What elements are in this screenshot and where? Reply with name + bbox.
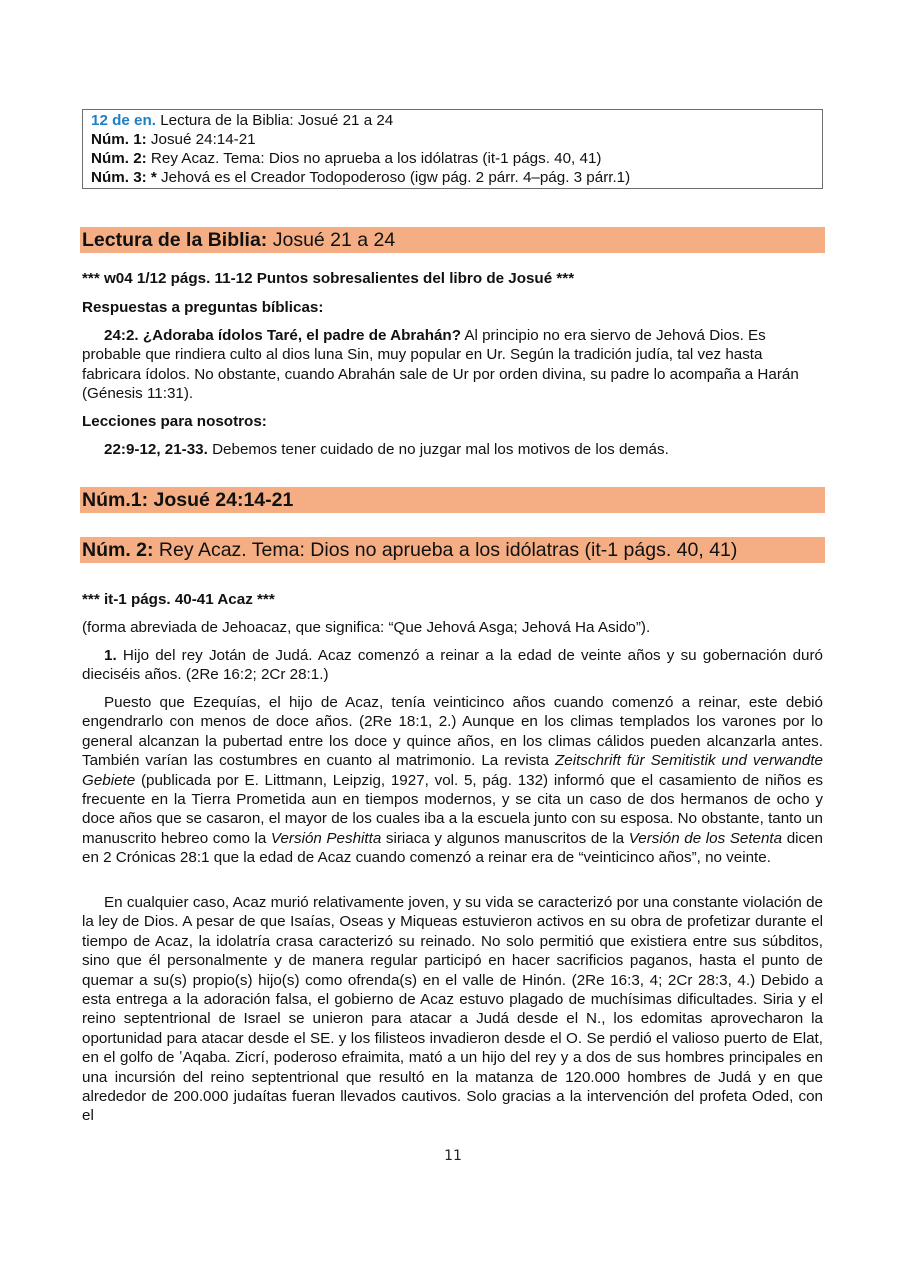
heading-bible-reading: [80, 227, 825, 253]
schedule-num1-label: Núm. 1:: [91, 131, 147, 148]
lessons-title-text: Lecciones para nosotros:: [82, 413, 267, 430]
lessons-title: [82, 412, 823, 431]
schedule-num2-text: Rey Acaz. Tema: Dios no aprueba a los idólatras (it-1 págs. 40, 41): [146, 150, 602, 167]
peshitta-title: Versión Peshitta: [270, 829, 382, 847]
paragraph-2-text-d: dicen en 2 Crónicas 28:1 que la edad de Acaz cuando comenzó a reinar era de “veinticinco años”, no veinte.: [82, 829, 824, 867]
paragraph-1-text: Hijo del rey Jotán de Judá. Acaz comenzó a reinar a la edad de veinte años y su gobernación duró dieciséis años. (2Re 16:2; 2Cr 28:1.): [82, 647, 823, 684]
source-reference-it1: [82, 590, 823, 609]
question-reference: 24:2. ¿Adoraba ídolos Taré, el padre de Abrahán?: [104, 327, 461, 344]
source-reference-it1-text: *** it-1 págs. 40-41 Acaz ***: [82, 591, 275, 608]
paragraph-2: [82, 693, 823, 868]
lesson-text: Debemos tener cuidado de no juzgar mal los motivos de los demás.: [207, 441, 669, 458]
schedule-date-text: Lectura de la Biblia: Josué 21 a 24: [156, 112, 394, 129]
heading-num2: [80, 537, 825, 563]
lesson-reference: 22:9-12, 21-33.: [104, 441, 208, 458]
septuagint-title: Versión de los Setenta: [628, 829, 783, 847]
paragraph-2-text-b: (publicada por E. Littmann, Leipzig, 1927, vol. 5, pág. 132) informó que el casamiento de niños es frecuente en la Tierra Prometida aun en tiempos modernos, y se cita un caso de dos hermanos de ocho y doce años que se casaron, el mayor de los cuales iba a la escuela junto con su esposa. No obstante, tanto un manuscrito hebreo como la: [82, 771, 823, 847]
heading-num2-label: Núm. 2:: [82, 539, 154, 561]
schedule-num2-label: Núm. 2:: [91, 150, 147, 167]
journal-title: Zeitschrift für Semitistik und verwandte Gebiete: [82, 752, 823, 789]
paragraph-3-text: En cualquier caso, Acaz murió relativamente joven, y su vida se caracterizó por una constante violación de la ley de Dios. A pesar de que Isaías, Oseas y Miqueas estuvieron activos en su obra de profetizar durante el tiempo de Acaz, la idolatría crasa caracterizó su reinado. No solo permitió que existiera entre sus súbditos, sino que él personalmente y de manera regular participó en hacer sacrificios paganos, hasta el punto de quemar a su(s) propio(s) hijo(s) como ofrenda(s) en el valle de Hinón. (2Re 16:3, 4; 2Cr 28:3, 4.) Debido a esta entrega a la adoración falsa, el gobierno de Acaz estuvo plagado de muchísimas dificultades. Siria y el reino septentrional de Israel se unieron para atacar a Judá desde el N., los edomitas aprovecharon la oportunidad para atacar desde el SE. y los filisteos invadieron desde el O. Se perdió el valioso puerto de Elat, en el golfo de ʽAqaba. Zicrí, poderoso efraimita, mató a un hijo del rey y a dos de sus hombres principales en una incursión del reino septentrional que resultó en la matanza de 120.000 hombres de Judá y en que alrededor de 200.000 judaítas fueran llevados cautivos. Solo gracias a la intervención del profeta Oded, con el: [82, 894, 823, 1125]
paragraph-2-text-c: siriaca y algunos manuscritos de la: [381, 829, 629, 847]
schedule-date-label: 12 de en.: [91, 112, 156, 129]
paragraph-1-number: 1.: [104, 647, 117, 664]
schedule-row-num1: [91, 130, 822, 149]
schedule-num3-label: Núm. 3: *: [91, 169, 157, 186]
question-answer-paragraph: [82, 326, 823, 404]
schedule-num3-text: Jehová es el Creador Todopoderoso (igw pág. 2 párr. 4–pág. 3 párr.1): [156, 169, 631, 186]
question-answer-text: Al principio no era siervo de Jehová Dios. Es probable que rindiera culto al dios luna Sin, muy popular en Ur. Según la tradición judía, tal vez hasta fabricara ídolos. No obstante, cuando Abrahán sale de Ur por orden divina, su padre lo acompaña a Harán (Génesis 11:31).: [82, 327, 799, 403]
paragraph-1: [82, 646, 823, 685]
page-number: 11: [444, 1148, 462, 1164]
questions-title: [82, 298, 823, 317]
heading-bible-reading-label: Lectura de la Biblia:: [82, 229, 268, 251]
schedule-row-num3: [91, 168, 822, 187]
schedule-num1-text: Josué 24:14-21: [146, 131, 256, 148]
questions-title-text: Respuestas a preguntas bíblicas:: [82, 299, 324, 316]
schedule-box: [82, 109, 823, 189]
lesson-paragraph: [82, 440, 823, 459]
paragraph-2-text-a: Puesto que Ezequías, el hijo de Acaz, tenía veinticinco años cuando comenzó a reinar, este debió engendrarlo con menos de doce años. (2Re 18:1, 2.) Aunque en los climas templados los varones por lo general alcanzan la pubertad entre los doce y quince años, en los climas cálidos pueden alcanzarla antes. También varían las costumbres en cuanto al matrimonio. La revista: [82, 694, 823, 770]
heading-bible-reading-text: Josué 21 a 24: [267, 229, 396, 251]
intro-paragraph: [82, 618, 823, 637]
intro-text: (forma abreviada de Jehoacaz, que significa: “Que Jehová Asga; Jehová Ha Asido”).: [82, 619, 651, 636]
heading-num1: [80, 487, 825, 513]
schedule-row-date: [91, 111, 822, 130]
schedule-row-num2: [91, 149, 822, 168]
source-reference-w04: [82, 269, 823, 288]
paragraph-3: [82, 893, 823, 1126]
heading-num2-text: Rey Acaz. Tema: Dios no aprueba a los idólatras (it-1 págs. 40, 41): [153, 539, 738, 561]
heading-num1-text: Núm.1: Josué 24:14-21: [82, 489, 294, 511]
source-reference-text: *** w04 1/12 págs. 11-12 Puntos sobresalientes del libro de Josué ***: [82, 270, 575, 287]
